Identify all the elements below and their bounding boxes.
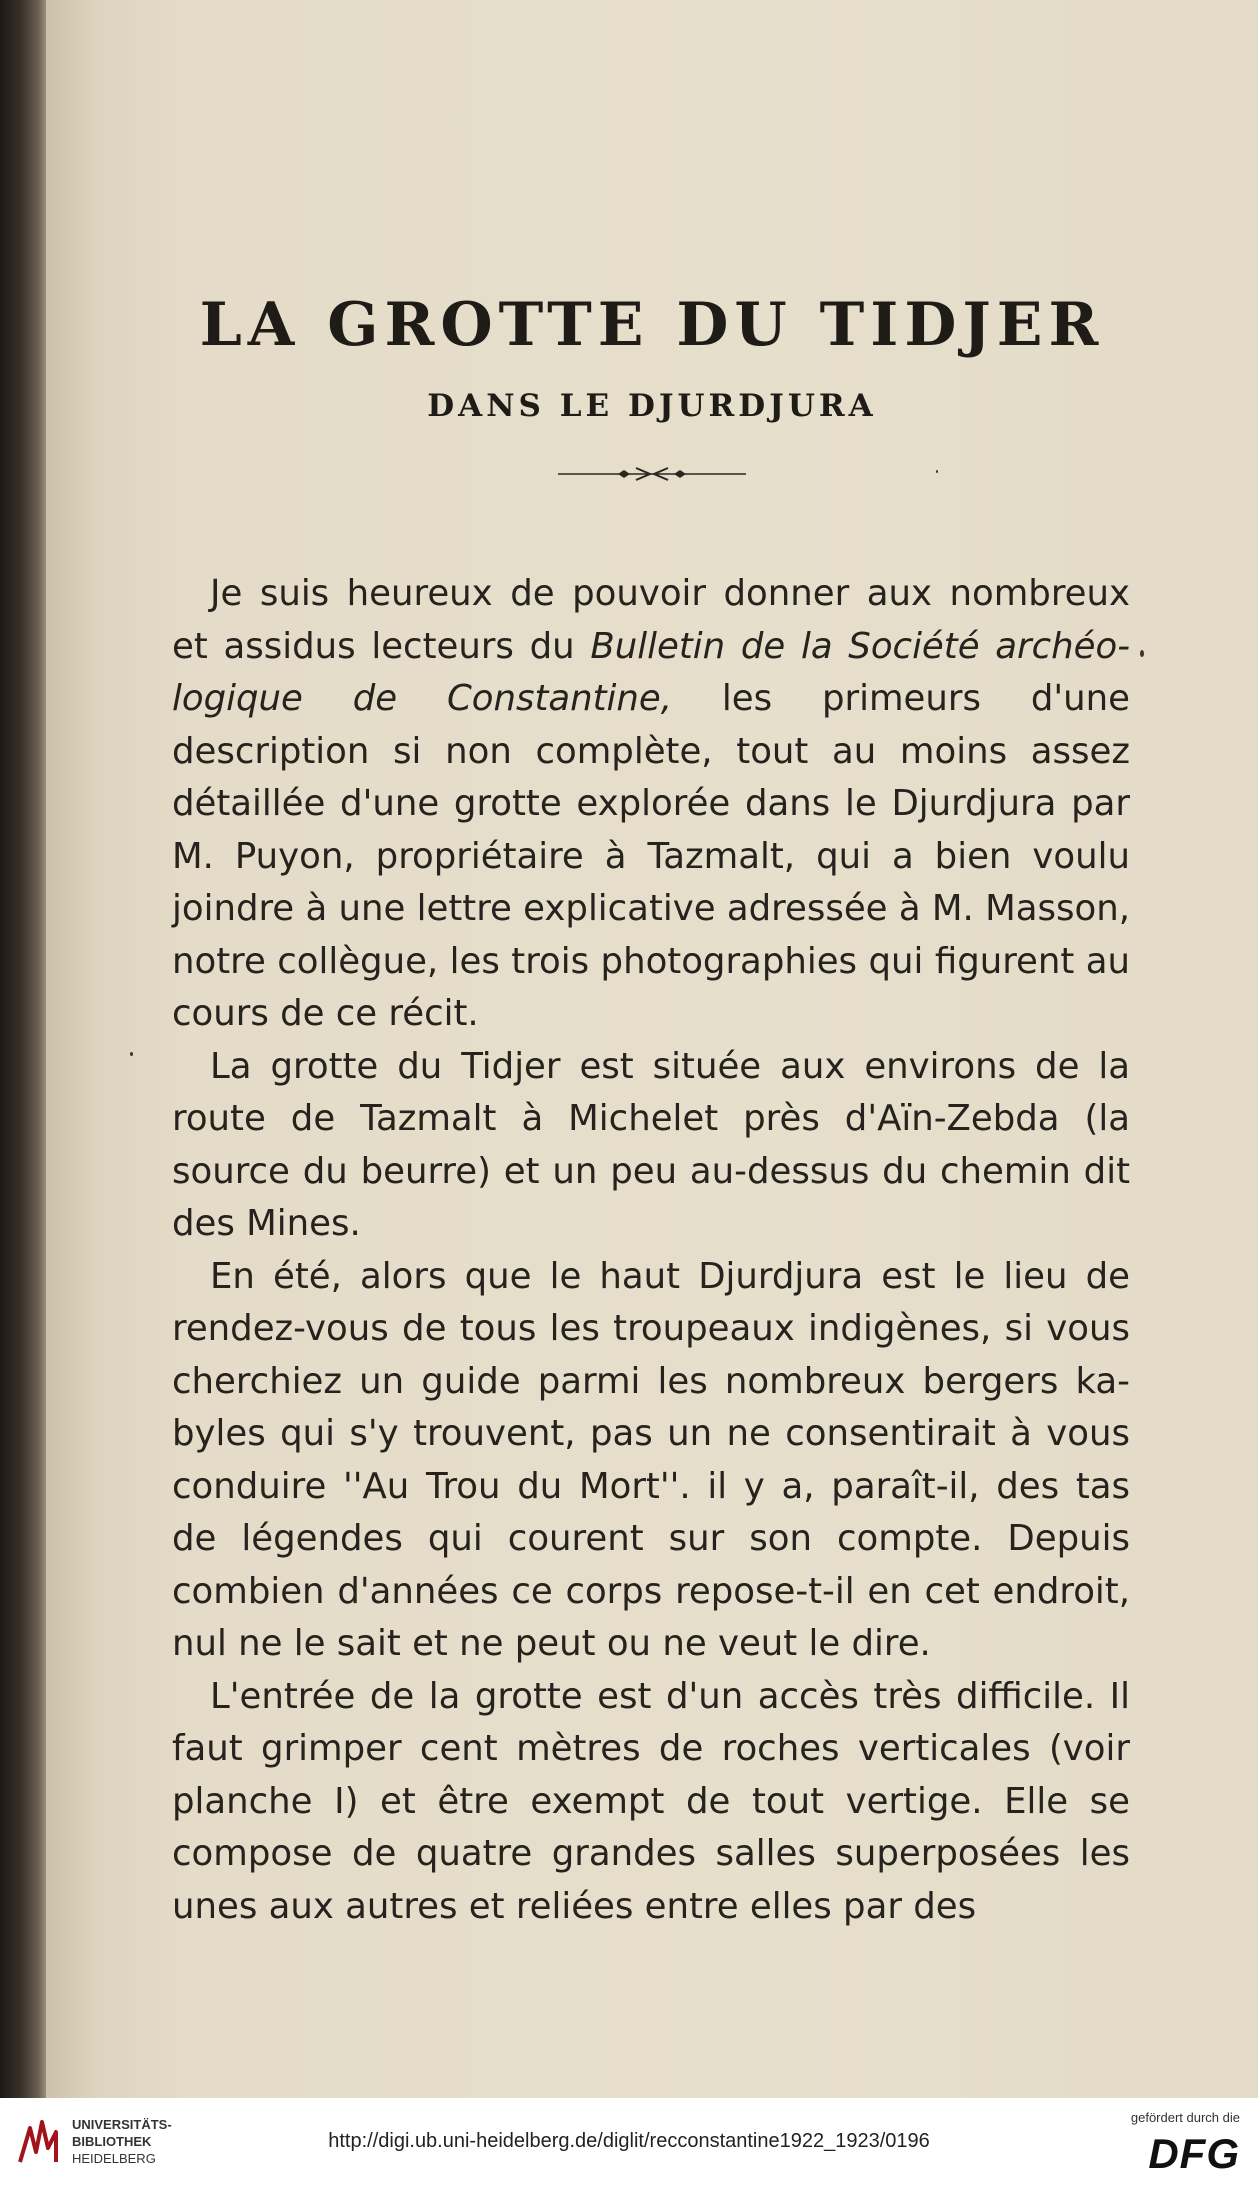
- library-name-line3: HEIDELBERG: [72, 2151, 156, 2166]
- margin-mark: [936, 470, 938, 473]
- dfg-logo: DFG: [1148, 2130, 1240, 2177]
- paragraph-1-end: les primeurs d'une description si non complète, tout au moins assez détaillée d'une grotte explorée dans le Djurdjura par M. Puyon, propriétaire à Tazmalt, qui a bien voulu joindre à une lettre explicative adressée à M. Masson, notre collègue, les trois photographies qui figurent au cours de ce récit.: [172, 678, 1130, 1034]
- page-title: LA GROTTE DU TIDJER: [199, 290, 1105, 360]
- book-binding: [0, 0, 48, 2098]
- paragraph-4: L'entrée de la grotte est d'un accès très difficile. Il faut grimper cent mètres de roches verticales (voir planche I) et être exempt de tout vertige. Elle se compose de quatre grandes salles superposées les unes aux autres et reliées entre elles par des: [172, 1675, 1130, 1927]
- margin-mark: [130, 1052, 133, 1056]
- margin-mark: [1140, 650, 1144, 657]
- paragraph-1: [172, 568, 1130, 1041]
- permalink-url[interactable]: http://digi.ub.uni-heidelberg.de/diglit/recconstantine1922_1923/0196: [328, 2130, 930, 2152]
- funded-by-label: gefördert durch die: [1130, 2110, 1240, 2125]
- paragraph-3: En été, alors que le haut Djurdjura est le lieu de rendez-vous de tous les troupeaux indigènes, si vous cherchiez un guide parmi les nombreux bergers ka-byles qui s'y trouvent, pas un ne consentirait à vous conduire ''Au Trou du Mort''. il y a, paraît-il, des tas de légendes qui courent sur son compte. Depuis combien d'années ce corps repose-t-il en cet endroit, nul ne le sait et ne peut ou ne veut le dire.: [172, 1255, 1130, 1664]
- paragraph-1-start: Je suis heureux de pouvoir donner aux nombreux et assidus lecteurs du: [172, 573, 1130, 667]
- page-subtitle: DANS LE DJURDJURA: [427, 388, 877, 424]
- body-text: [172, 568, 1130, 1933]
- scanned-page: [46, 0, 1258, 2098]
- footer-bar: [0, 2098, 1258, 2186]
- fleuron-divider-icon: [558, 465, 746, 483]
- library-name-line2: BIBLIOTHEK: [72, 2134, 152, 2149]
- journal-title: Bulletin de la Société archéo-logique de Constantine,: [172, 625, 1131, 719]
- library-name-line1: UNIVERSITÄTS-: [72, 2117, 172, 2132]
- paragraph-2: La grotte du Tidjer est située aux environs de la route de Tazmalt à Michelet près d'Aïn-Zebda (la source du beurre) et un peu au-dessus du chemin dit des Mines.: [172, 1045, 1130, 1244]
